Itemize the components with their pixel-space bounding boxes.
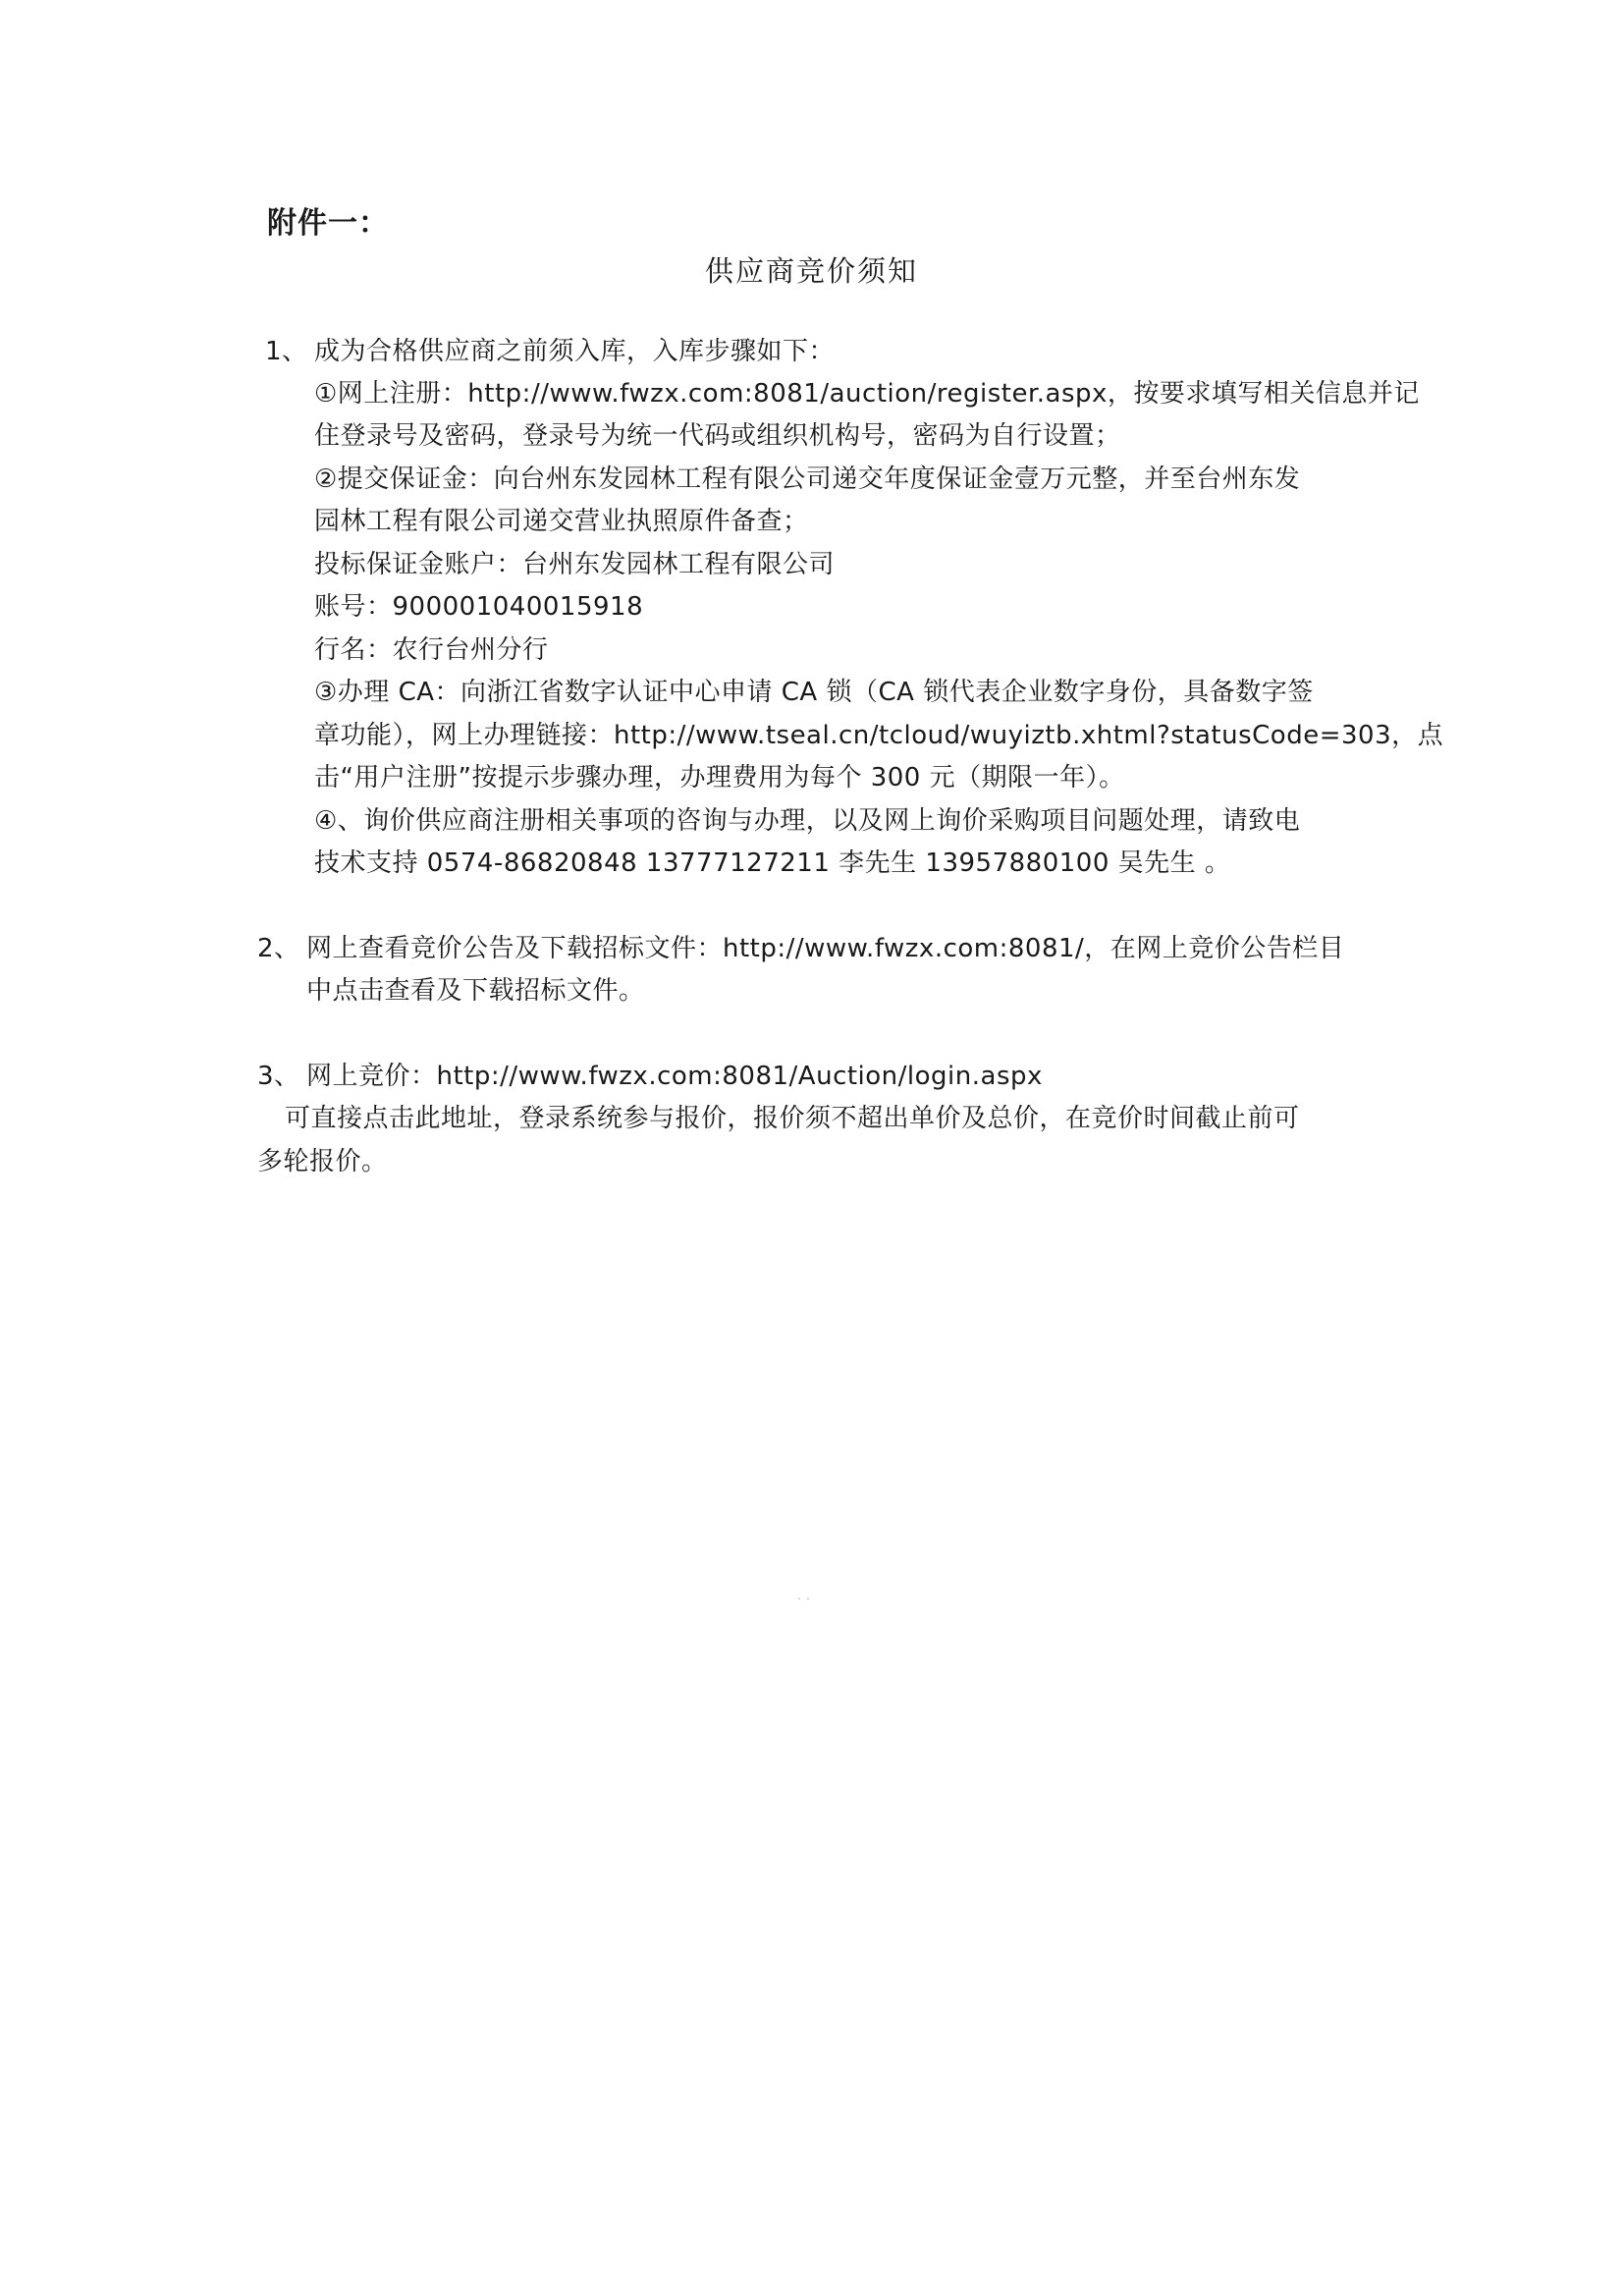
section-1-line: 园林工程有限公司递交营业执照原件备查； bbox=[314, 507, 809, 536]
section-1-line: ④、询价供应商注册相关事项的咨询与办理，以及网上询价采购项目问题处理，请致电 bbox=[314, 806, 1301, 836]
section-3-first-line bbox=[257, 1059, 1043, 1094]
section-1-line: 章功能），网上办理链接：http://www.tseal.cn/tcloud/wuyiztb.xhtml?statusCode=303，点 bbox=[314, 721, 1444, 750]
document-title: 供应商竞价须知 bbox=[704, 254, 918, 288]
section-1-line: ①网上注册：http://www.fwzx.com:8081/auction/register.aspx，按要求填写相关信息并记 bbox=[314, 379, 1420, 409]
section-2-number: 2、 bbox=[257, 934, 300, 963]
section-3-number: 3、 bbox=[257, 1062, 300, 1091]
section-3-line: 网上竞价：http://www.fwzx.com:8081/Auction/login.aspx bbox=[306, 1062, 1043, 1091]
attachment-label: 附件一： bbox=[267, 206, 389, 241]
section-1-line: 住登录号及密码，登录号为统一代码或组织机构号，密码为自行设置； bbox=[314, 421, 1121, 451]
account-number: 账号：900001040015918 bbox=[314, 592, 644, 622]
section-1-heading bbox=[265, 334, 835, 369]
contact-line: 技术支持 0574-86820848 13777127211 李先生 13957880100 吴先生 。 bbox=[314, 848, 1231, 878]
bank-name: 行名：农行台州分行 bbox=[314, 635, 549, 665]
section-3-line: 多轮报价。 bbox=[257, 1147, 388, 1176]
section-2-first-line bbox=[257, 931, 1344, 966]
section-1-heading-text: 成为合格供应商之前须入库，入库步骤如下： bbox=[314, 337, 836, 366]
section-3-line: 可直接点击此地址，登录系统参与报价，报价须不超出单价及总价，在竞价时间截止前可 bbox=[285, 1104, 1300, 1133]
scan-speck bbox=[807, 1598, 809, 1600]
section-1-line: 投标保证金账户：台州东发园林工程有限公司 bbox=[314, 550, 836, 579]
scan-speck bbox=[798, 1598, 800, 1600]
section-1-number: 1、 bbox=[265, 337, 308, 366]
section-1-line: ③办理 CA：向浙江省数字认证中心申请 CA 锁（CA 锁代表企业数字身份，具备数字签 bbox=[314, 678, 1314, 707]
section-2-line: 网上查看竞价公告及下载招标文件：http://www.fwzx.com:8081/，在网上竞价公告栏目 bbox=[306, 934, 1345, 963]
section-2-line: 中点击查看及下载招标文件。 bbox=[306, 976, 645, 1006]
section-1-line: ②提交保证金：向台州东发园林工程有限公司递交年度保证金壹万元整，并至台州东发 bbox=[314, 465, 1301, 494]
section-1-line: 击“用户注册”按提示步骤办理，办理费用为每个 300 元（期限一年）。 bbox=[314, 763, 1125, 793]
